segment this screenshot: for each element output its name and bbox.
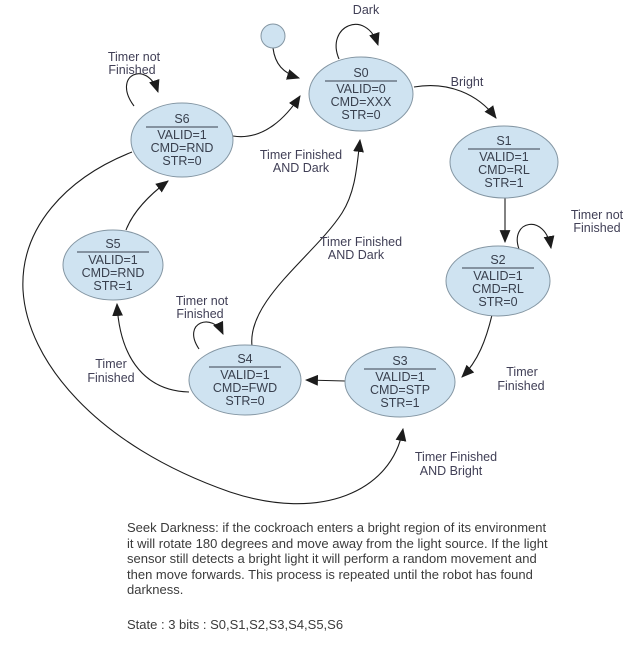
transition-s5-s6-arrow [126,181,168,230]
transition-s0-s1-arrow [414,86,496,118]
transition-s4-s0-label-line1: Timer Finished [319,235,403,249]
transition-s6-s3-label-line2: AND Bright [419,464,483,478]
description-line: then move forwards. This process is repeated until the robot has found [127,566,533,582]
transition-s0-s0-label: Dark [352,3,380,17]
state-s2 [446,246,550,316]
state-s3-output-cmd: CMD=STP [369,383,431,397]
state-s5-output-valid: VALID=1 [88,253,138,267]
state-s6-output-str: STR=0 [162,154,202,168]
transition-s2-s2-label-line2: Finished [573,221,621,235]
transition-s6-s6-arrow [126,74,158,106]
transition-s2-s3-label-line1: Timer [506,365,538,379]
state-s0-name: S0 [353,66,369,80]
description-text [127,520,632,598]
transition-s6-s3-label-line1: Timer Finished [414,450,498,464]
state-s2-name: S2 [490,253,506,267]
state-s2-output-valid: VALID=1 [473,269,523,283]
state-s0 [309,57,413,131]
state-s5-output-str: STR=1 [93,279,133,293]
state-encoding-text: State : 3 bits : S0,S1,S2,S3,S4,S5,S6 [127,617,344,632]
state-s0-output-cmd: CMD=XXX [330,95,392,109]
state-s3-name: S3 [392,354,408,368]
state-s6-output-valid: VALID=1 [157,128,207,142]
state-s6-output-cmd: CMD=RND [150,141,214,155]
state-s4-output-str: STR=0 [225,394,265,408]
state-s5-output-cmd: CMD=RND [81,266,145,280]
transition-start-s0-arrow [273,48,299,78]
transition-s2-s3-arrow [462,315,492,377]
transition-s6-s0-label-line2: AND Dark [272,161,330,175]
state-s1-name: S1 [496,134,512,148]
transition-s4-s5-label-line2: Finished [87,371,135,385]
transition-s6-s6-label-line2: Finished [108,63,156,77]
state-s5-name: S5 [105,237,121,251]
state-s2-output-cmd: CMD=RL [472,282,524,296]
state-s1-output-valid: VALID=1 [479,150,529,164]
description-line: it will rotate 180 degrees and move away from the light source. If the light [127,535,548,551]
description-line: darkness. [127,582,184,598]
description-line: sensor still detects a bright light it will perform a random movement and [127,551,537,567]
state-s3-output-str: STR=1 [380,396,420,410]
transition-s2-s3-label-line2: Finished [497,379,545,393]
state-s6 [131,103,233,177]
state-s6-name: S6 [174,112,190,126]
transition-s2-s2-arrow [517,224,551,249]
state-s0-output-valid: VALID=0 [336,82,386,96]
transition-s4-s5-label-line1: Timer [95,357,127,371]
state-s1-output-cmd: CMD=RL [478,163,530,177]
transition-s2-s2-label-line1: Timer not [570,208,624,222]
transition-s0-s1-label: Bright [450,75,484,89]
state-s3 [345,347,455,417]
state-s0-output-str: STR=0 [341,108,381,122]
transition-s4-s4-label-line1: Timer not [175,294,229,308]
transition-s4-s0-label-line2: AND Dark [327,248,385,262]
transition-s4-s4-arrow [194,322,223,349]
transition-s4-s4-label-line2: Finished [176,307,224,321]
state-s3-output-valid: VALID=1 [375,370,425,384]
state-s2-output-str: STR=0 [478,295,518,309]
state-s4-name: S4 [237,352,253,366]
state-s4-output-valid: VALID=1 [220,368,270,382]
state-s5 [63,230,163,300]
initial-state-marker [261,24,285,48]
state-s1-output-str: STR=1 [484,176,524,190]
state-s1 [450,126,558,198]
transition-s0-s0-arrow [336,24,378,59]
transition-s6-s6-label-line1: Timer not [107,50,161,64]
description-line: Seek Darkness: if the cockroach enters a bright region of its environment [127,520,547,535]
state-s4 [189,345,301,415]
state-s4-output-cmd: CMD=FWD [212,381,278,395]
transition-s3-s4-arrow [306,380,345,381]
transition-s6-s0-arrow [233,96,300,137]
transition-s6-s0-label-line1: Timer Finished [259,148,343,162]
